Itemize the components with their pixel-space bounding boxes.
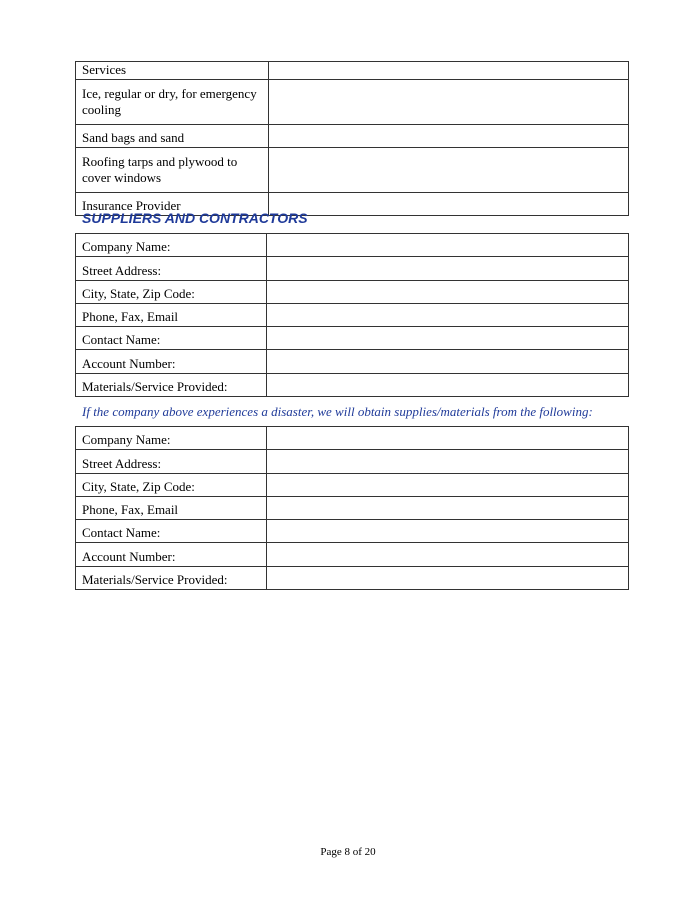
value-cell[interactable] [267, 327, 629, 350]
row-label: Insurance Provider [76, 193, 269, 216]
table-row [76, 543, 629, 566]
row-label: City, State, Zip Code: [76, 280, 267, 303]
table-row [76, 373, 629, 396]
table-row [76, 427, 629, 450]
suppliers-table [75, 233, 629, 397]
table-row [76, 62, 629, 80]
value-cell[interactable] [267, 450, 629, 473]
table-row [76, 257, 629, 280]
row-label: Phone, Fax, Email [76, 303, 267, 326]
value-cell[interactable] [269, 148, 629, 193]
alternate-suppliers-table [75, 426, 629, 590]
alternate-supplier-note: If the company above experiences a disaster, we will obtain supplies/materials from the following: [82, 404, 593, 419]
table-row [76, 125, 629, 148]
services-table [75, 61, 629, 216]
table-row [76, 566, 629, 589]
value-cell[interactable] [267, 427, 629, 450]
table-row [76, 450, 629, 473]
row-label: Company Name: [76, 234, 267, 257]
table-row [76, 80, 629, 125]
section-heading: SUPPLIERS AND CONTRACTORS [82, 210, 308, 226]
row-label: Roofing tarps and plywood to cover windows [76, 148, 269, 193]
row-label: Contact Name: [76, 327, 267, 350]
row-label: Phone, Fax, Email [76, 496, 267, 519]
value-cell[interactable] [267, 496, 629, 519]
row-label: Account Number: [76, 543, 267, 566]
row-label: Sand bags and sand [76, 125, 269, 148]
table-row [76, 473, 629, 496]
row-label: Ice, regular or dry, for emergency cooling [76, 80, 269, 125]
row-label: Street Address: [76, 450, 267, 473]
row-label: Services [76, 62, 269, 80]
table-row [76, 520, 629, 543]
page-number: Page 8 of 20 [320, 846, 376, 858]
row-label: Contact Name: [76, 520, 267, 543]
value-cell[interactable] [269, 193, 629, 216]
row-label: Company Name: [76, 427, 267, 450]
row-label: City, State, Zip Code: [76, 473, 267, 496]
row-label: Account Number: [76, 350, 267, 373]
value-cell[interactable] [267, 373, 629, 396]
value-cell[interactable] [267, 520, 629, 543]
table-row [76, 280, 629, 303]
value-cell[interactable] [267, 473, 629, 496]
table-row [76, 496, 629, 519]
table-row [76, 327, 629, 350]
value-cell[interactable] [269, 125, 629, 148]
value-cell[interactable] [267, 280, 629, 303]
table-row [76, 234, 629, 257]
row-label: Street Address: [76, 257, 267, 280]
row-label: Materials/Service Provided: [76, 373, 267, 396]
value-cell[interactable] [267, 234, 629, 257]
table-row [76, 148, 629, 193]
value-cell[interactable] [269, 80, 629, 125]
value-cell[interactable] [267, 566, 629, 589]
value-cell[interactable] [267, 303, 629, 326]
value-cell[interactable] [267, 350, 629, 373]
table-row [76, 303, 629, 326]
row-label: Materials/Service Provided: [76, 566, 267, 589]
value-cell[interactable] [267, 543, 629, 566]
value-cell[interactable] [269, 62, 629, 80]
value-cell[interactable] [267, 257, 629, 280]
table-row [76, 350, 629, 373]
